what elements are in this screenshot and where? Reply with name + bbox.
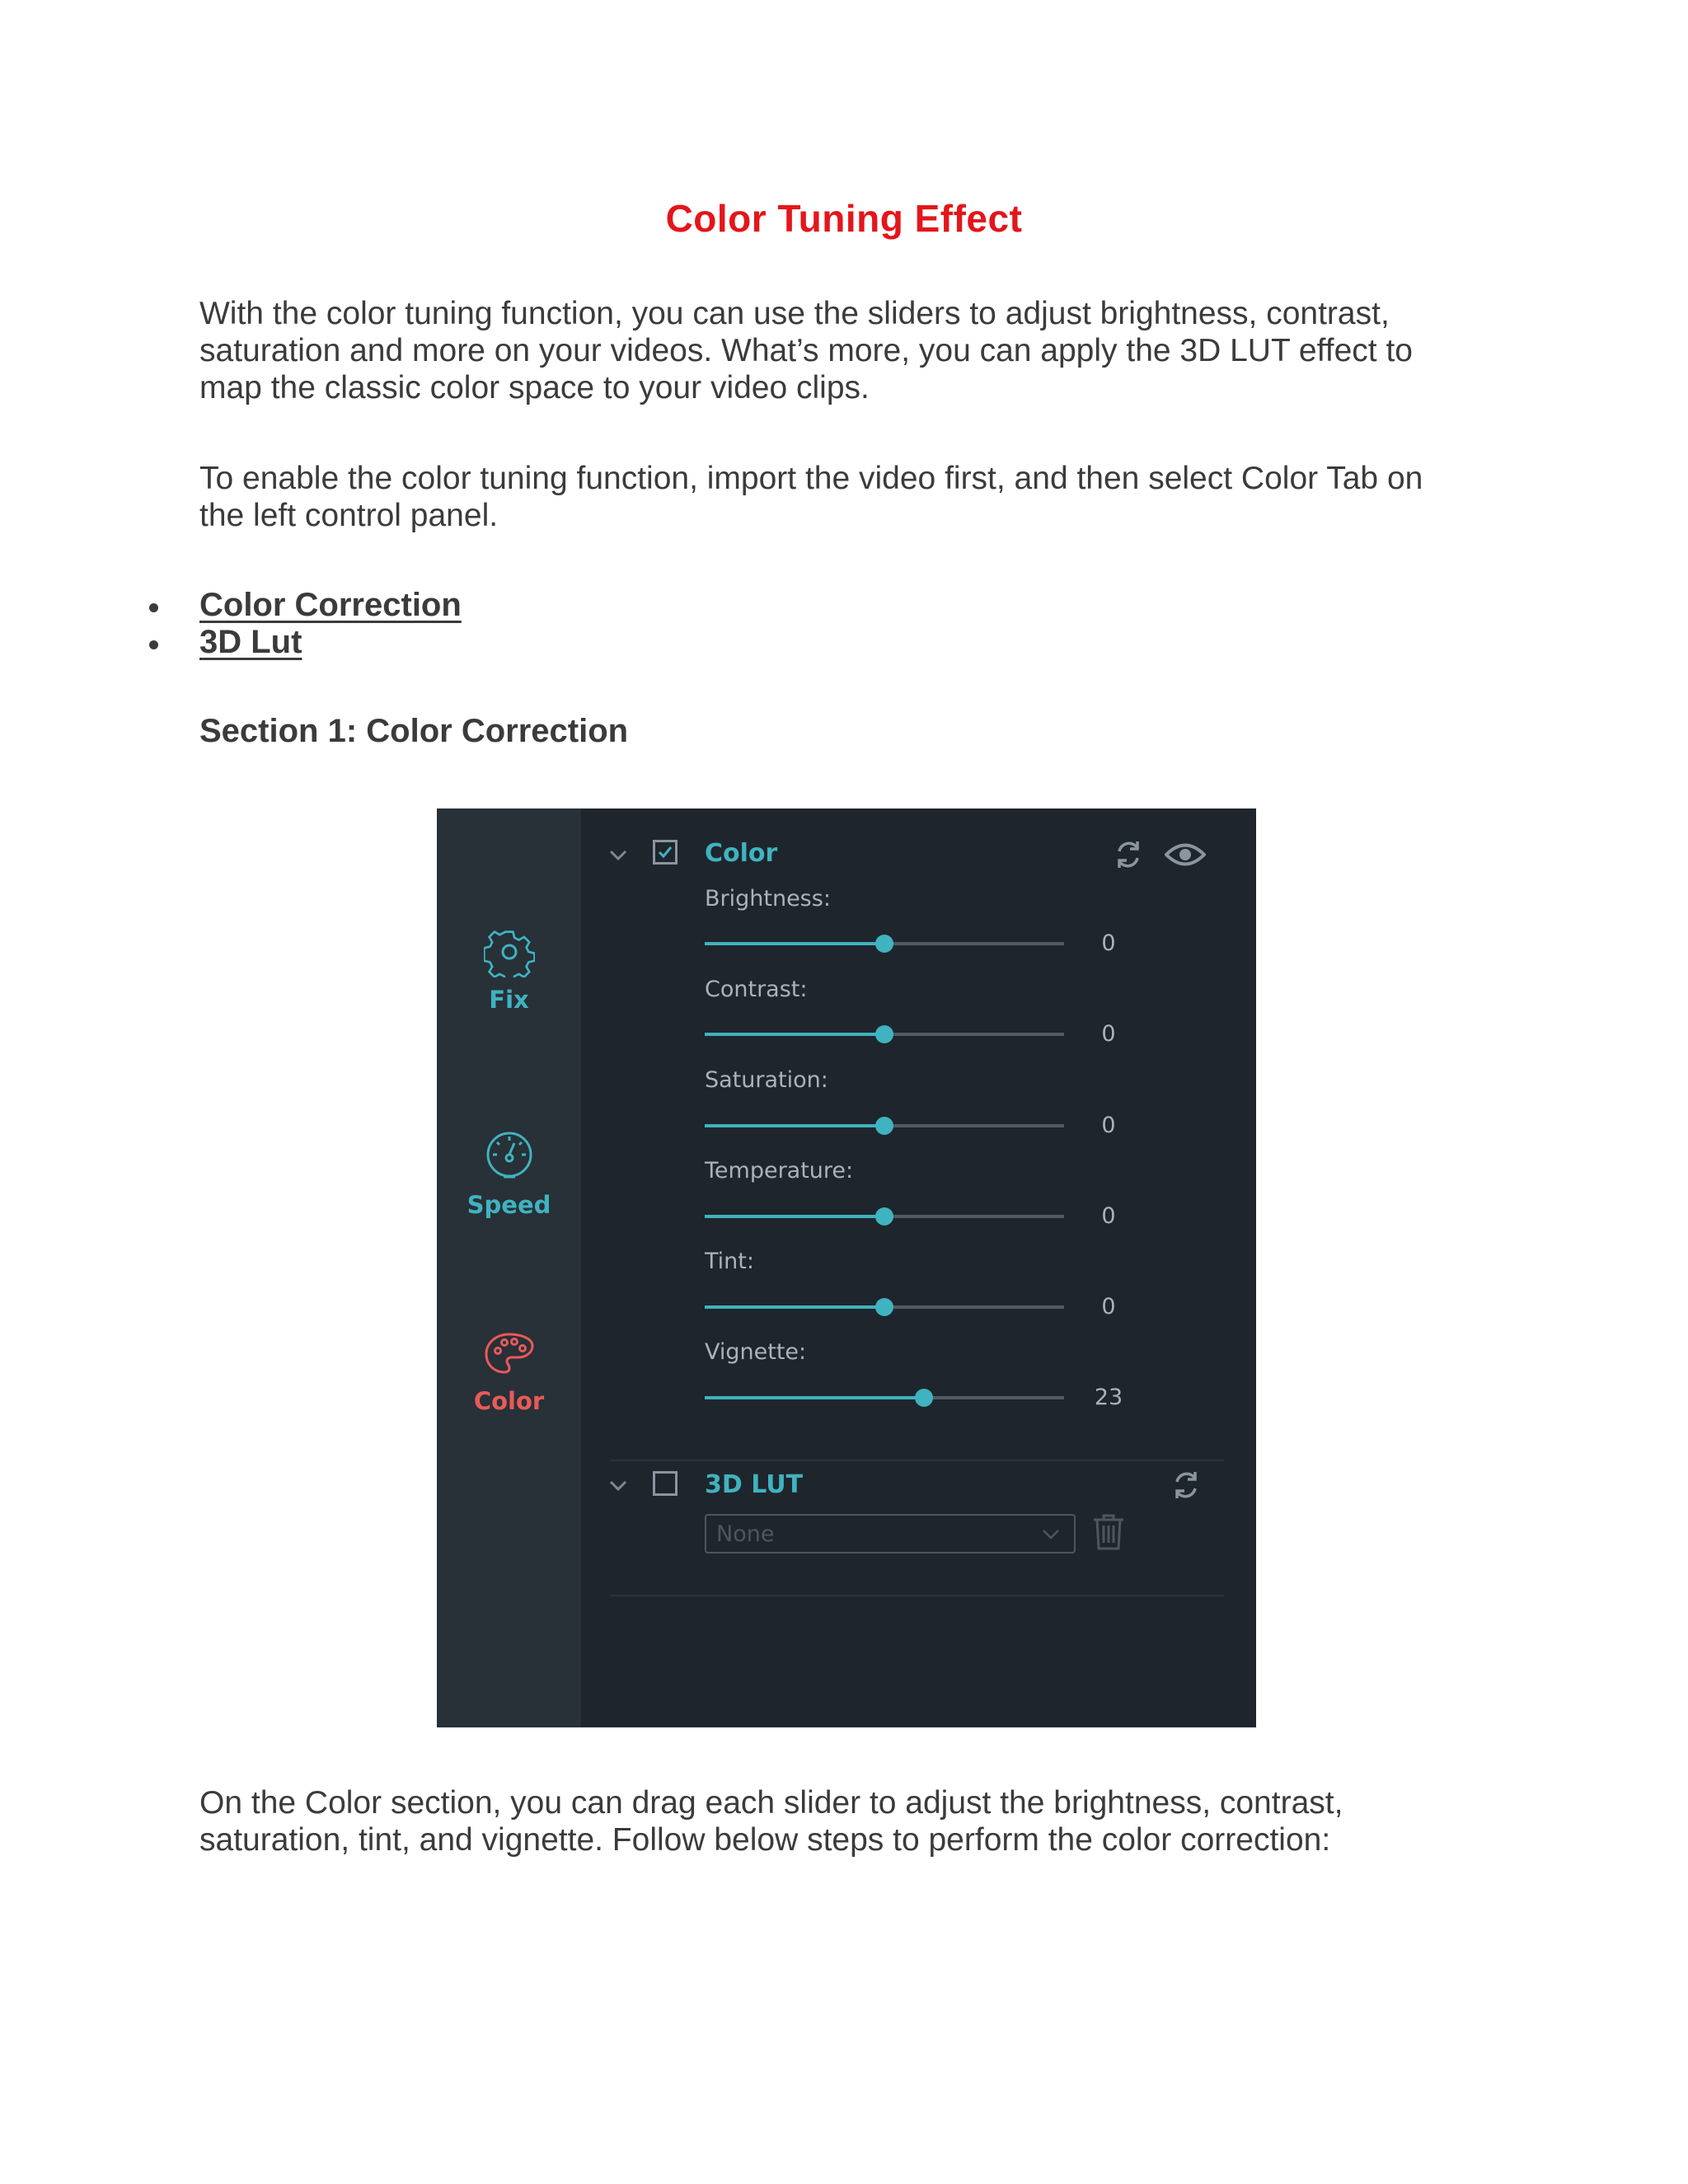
lut-select[interactable] <box>705 1514 1076 1554</box>
temperature-value: 0 <box>1101 1203 1116 1229</box>
toc-link-color-correction[interactable]: Color Correction <box>199 587 462 623</box>
slider-label-vignette: Vignette: <box>705 1339 807 1365</box>
slider-label-contrast: Contrast: <box>705 977 808 1002</box>
checkmark-icon <box>655 842 675 862</box>
bullet-icon <box>149 603 158 612</box>
slider-handle[interactable] <box>875 1117 893 1135</box>
slider-handle[interactable] <box>875 1298 893 1316</box>
tint-slider[interactable] <box>705 1305 1064 1309</box>
sidebar-item-color[interactable] <box>437 1331 581 1415</box>
intro-paragraph <box>199 295 1485 406</box>
closing-paragraph <box>199 1784 1485 1858</box>
enable-line: the left control panel. <box>199 498 499 533</box>
intro-line: saturation and more on your videos. What’s more, you can apply the 3D LUT effect to <box>199 333 1413 368</box>
section-heading: Section 1: Color Correction <box>199 713 629 749</box>
color-enable-checkbox[interactable] <box>653 840 678 865</box>
sidebar-label-fix: Fix <box>489 986 529 1014</box>
intro-line: map the classic color space to your video clips. <box>199 370 870 405</box>
page-title: Color Tuning Effect <box>665 197 1023 240</box>
color-tuning-panel <box>437 808 1256 1727</box>
brightness-slider[interactable] <box>705 942 1064 945</box>
brightness-value: 0 <box>1101 930 1116 956</box>
reset-icon[interactable] <box>1113 838 1144 871</box>
saturation-value: 0 <box>1101 1113 1116 1138</box>
toc-link-3d-lut[interactable]: 3D Lut <box>199 624 302 660</box>
section-divider <box>610 1460 1224 1461</box>
chevron-down-icon[interactable] <box>607 847 630 864</box>
slider-label-saturation: Saturation: <box>705 1067 828 1093</box>
lut-select-value: None <box>716 1521 775 1547</box>
vignette-value: 23 <box>1094 1385 1123 1410</box>
slider-handle[interactable] <box>875 935 893 953</box>
bullet-icon <box>149 640 158 649</box>
saturation-slider[interactable] <box>705 1124 1064 1127</box>
section-divider <box>610 1595 1224 1596</box>
tint-value: 0 <box>1101 1294 1116 1319</box>
slider-handle[interactable] <box>875 1207 893 1226</box>
closing-line: On the Color section, you can drag each slider to adjust the brightness, contrast, <box>199 1785 1343 1821</box>
slider-fill <box>705 942 884 945</box>
slider-handle[interactable] <box>875 1025 893 1043</box>
sidebar-label-color: Color <box>473 1387 545 1415</box>
speedometer-icon <box>484 1130 535 1183</box>
slider-fill <box>705 1396 924 1399</box>
lut-enable-checkbox[interactable] <box>653 1471 678 1496</box>
editor-sidebar <box>437 808 581 1727</box>
enable-paragraph <box>199 460 1485 534</box>
sidebar-label-speed: Speed <box>467 1191 551 1219</box>
closing-line: saturation, tint, and vignette. Follow below steps to perform the color correction: <box>199 1822 1331 1858</box>
slider-label-tint: Tint: <box>705 1249 754 1274</box>
reset-icon[interactable] <box>1170 1469 1202 1502</box>
slider-fill <box>705 1305 884 1309</box>
palette-icon <box>483 1331 536 1379</box>
sidebar-item-speed[interactable] <box>437 1130 581 1219</box>
lut-section-title: 3D LUT <box>705 1470 804 1499</box>
vignette-slider[interactable] <box>705 1396 1064 1399</box>
color-section-title: Color <box>705 839 778 868</box>
gear-icon <box>484 926 535 977</box>
eye-icon[interactable] <box>1165 841 1206 869</box>
slider-label-brightness: Brightness: <box>705 886 831 912</box>
slider-fill <box>705 1215 884 1218</box>
chevron-down-icon <box>1041 1528 1061 1541</box>
slider-fill <box>705 1124 884 1127</box>
contrast-slider[interactable] <box>705 1033 1064 1036</box>
slider-handle[interactable] <box>915 1389 933 1407</box>
temperature-slider[interactable] <box>705 1215 1064 1218</box>
slider-label-temperature: Temperature: <box>705 1158 854 1183</box>
slider-fill <box>705 1033 884 1036</box>
enable-line: To enable the color tuning function, import the video first, and then select Color Tab on <box>199 461 1423 496</box>
sidebar-item-fix[interactable] <box>437 926 581 1014</box>
trash-icon[interactable] <box>1092 1513 1125 1551</box>
contrast-value: 0 <box>1101 1021 1116 1047</box>
intro-line: With the color tuning function, you can use the sliders to adjust brightness, contrast, <box>199 296 1390 331</box>
chevron-down-icon[interactable] <box>607 1478 630 1494</box>
